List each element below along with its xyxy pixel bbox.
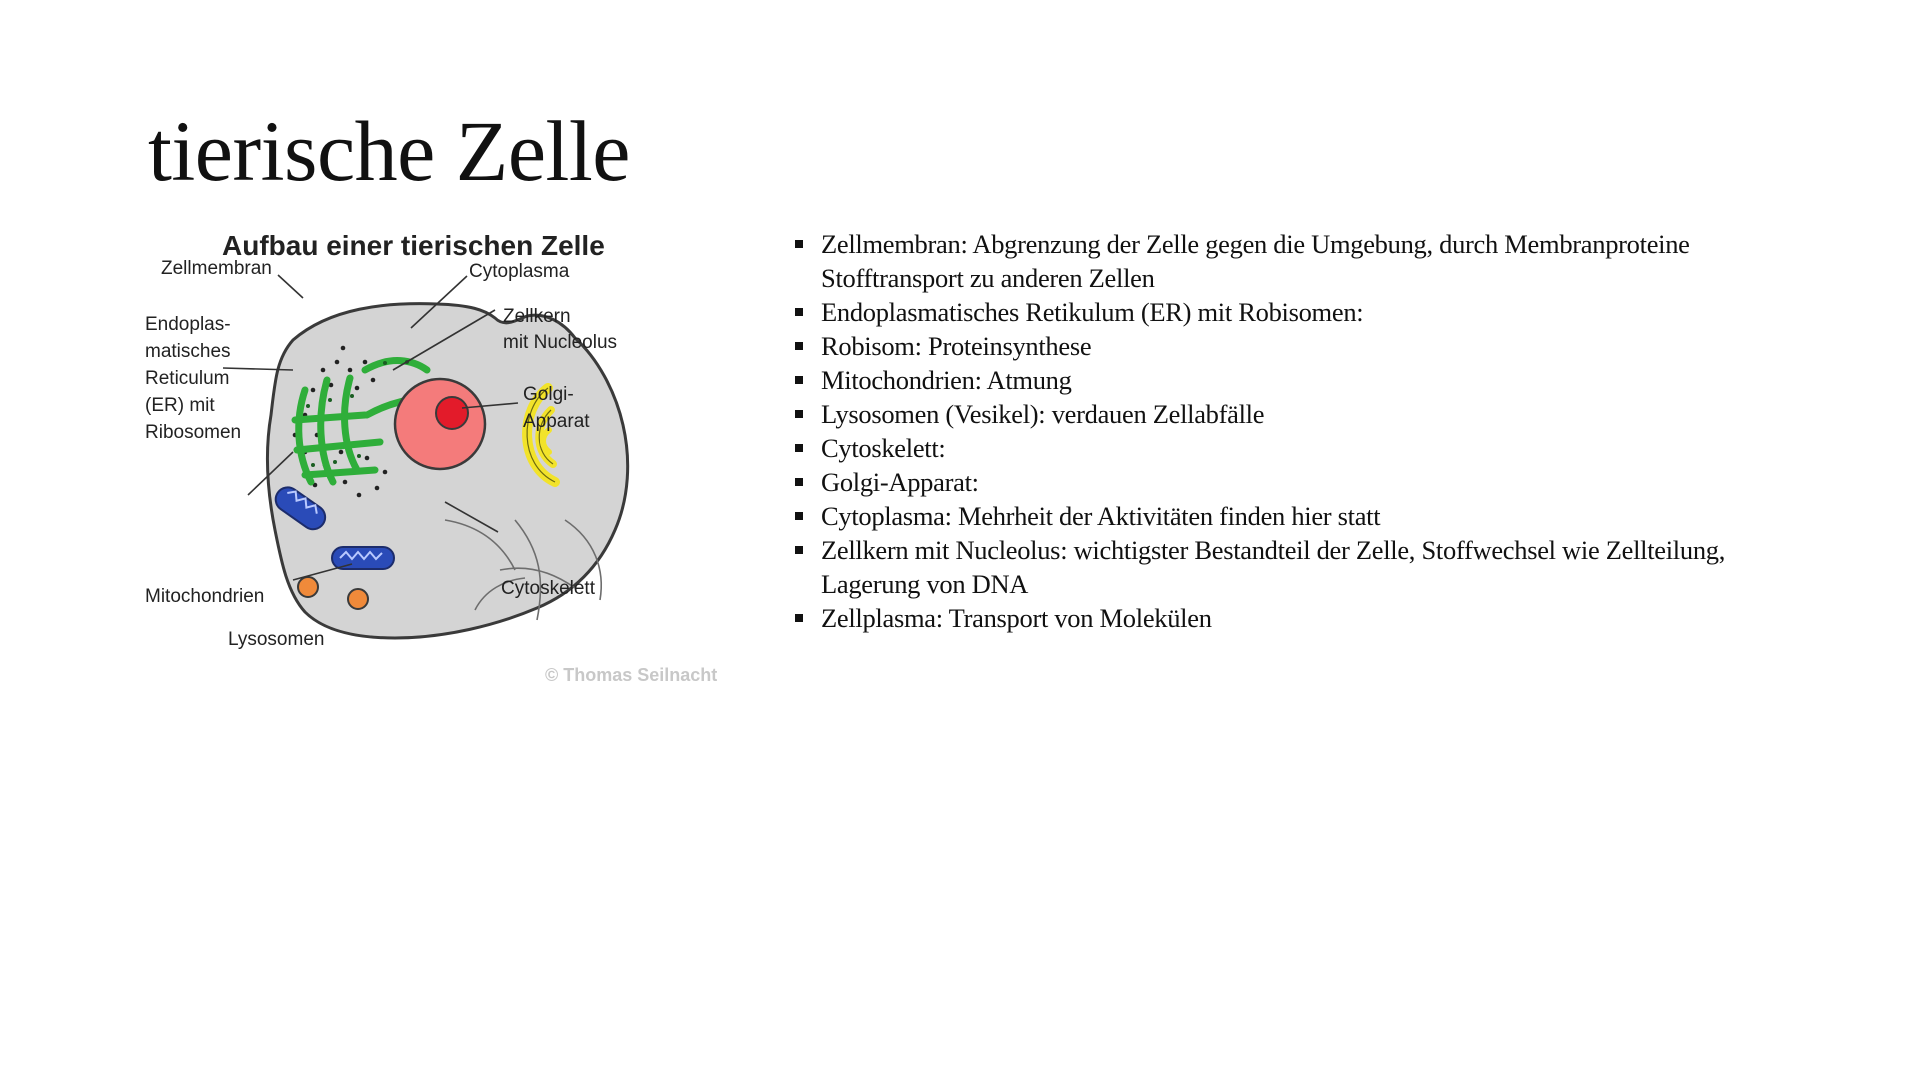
slide-title: tierische Zelle (148, 103, 630, 199)
label-zellkern-2: mit Nucleolus (503, 332, 618, 353)
copyright: © Thomas Seilnacht (545, 665, 718, 685)
bullet-item: Zellkern mit Nucleolus: wichtigster Bestandteil der Zelle, Stoffwechsel wie Zellteilung, Lagerung von DNA (795, 533, 1795, 601)
label-er-3: Reticulum (145, 368, 230, 389)
bullet-item: Cytoplasma: Mehrheit der Aktivitäten finden hier statt (795, 499, 1795, 533)
label-cytoplasma: Cytoplasma (469, 261, 570, 282)
bullet-item: Mitochondrien: Atmung (795, 363, 1795, 397)
label-zellmembran: Zellmembran (161, 258, 272, 279)
bullet-list (795, 227, 1795, 635)
cell-diagram-svg (145, 220, 781, 700)
bullet-item: Endoplasmatisches Retikulum (ER) mit Robisomen: (795, 295, 1795, 329)
bullet-item: Cytoskelett: (795, 431, 1795, 465)
bullet-item: Lysosomen (Vesikel): verdauen Zellabfälle (795, 397, 1795, 431)
mitochondrion (332, 547, 394, 569)
label-zellkern: Zellkern (503, 306, 571, 327)
bullet-item: Zellplasma: Transport von Molekülen (795, 601, 1795, 635)
label-cytoskelett: Cytoskelett (501, 578, 595, 599)
label-er-2: matisches (145, 341, 231, 362)
label-golgi-1: Golgi- (523, 384, 574, 405)
lysosome (348, 589, 368, 609)
bullet-item: Robisom: Proteinsynthese (795, 329, 1795, 363)
label-er-4: (ER) mit (145, 395, 215, 416)
bullet-item: Golgi-Apparat: (795, 465, 1795, 499)
label-lysosomen: Lysosomen (228, 629, 325, 650)
label-er-1: Endoplas- (145, 314, 231, 335)
lysosome (298, 577, 318, 597)
label-er-5: Ribosomen (145, 422, 242, 443)
nucleolus (436, 397, 468, 429)
label-mitochondrien: Mitochondrien (145, 586, 265, 607)
cell-diagram (145, 220, 781, 700)
diagram-heading: Aufbau einer tierischen Zelle (222, 230, 605, 261)
label-golgi-2: Apparat (523, 411, 590, 432)
bullet-item: Zellmembran: Abgrenzung der Zelle gegen die Umgebung, durch Membranproteine Stofftransport zu anderen Zellen (795, 227, 1795, 295)
